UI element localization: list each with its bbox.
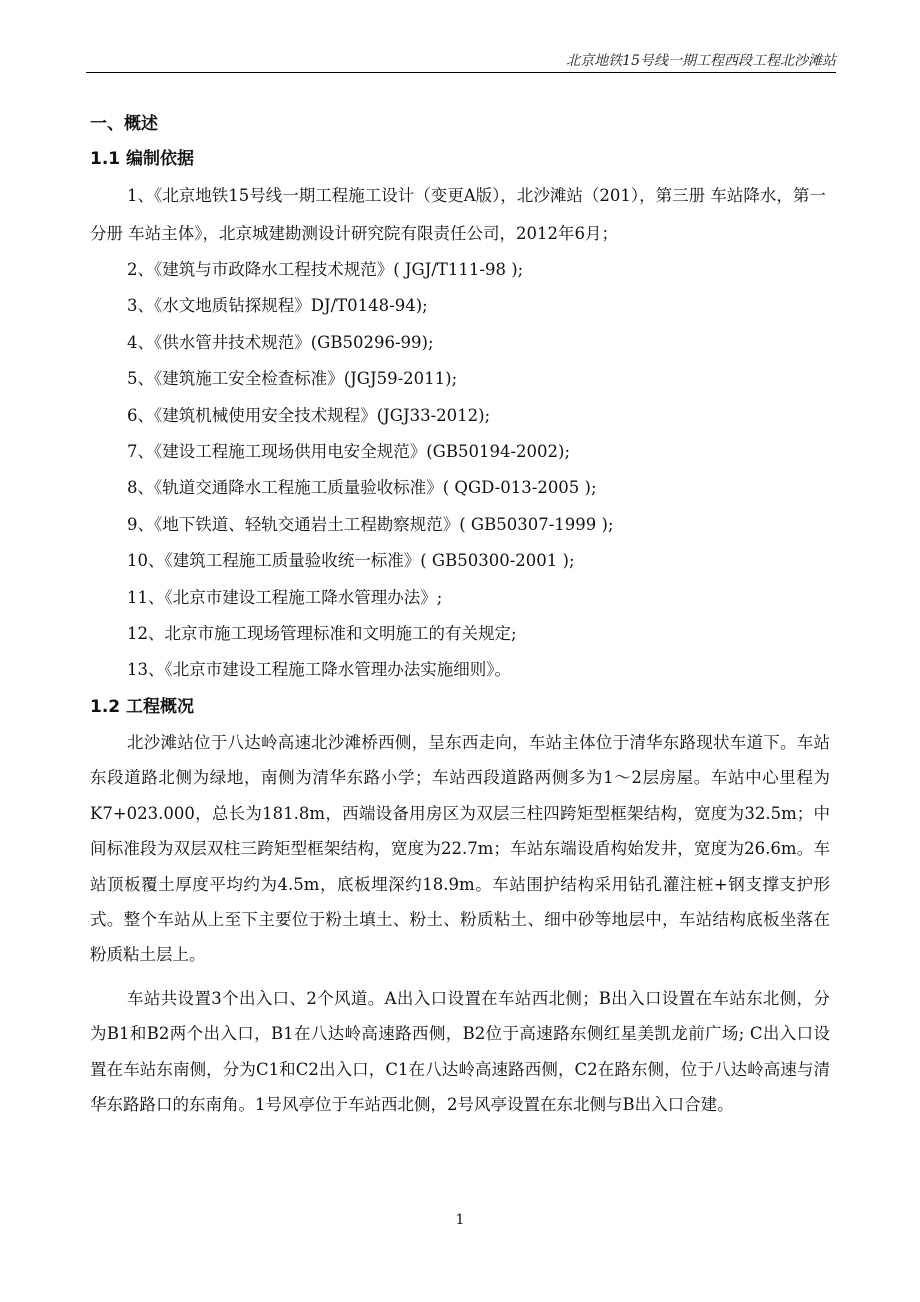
paragraph-entrances: 车站共设置3个出入口、2个风道。A出入口设置在车站西北侧；B出入口设置在车站东北侧，分为B1和B2两个出入口，B1在八达岭高速路西侧，B2位于高速路东侧红星美凯龙前广场; C出入口设置在车站东南侧，分为C1和C2出入口，C1在八达岭高速路西侧，C2在路东侧，位于八达岭高速与清华东路路口的东南角。1号风亭位于车站西北侧，2号风亭设置在东北侧与B出入口合建。 (90, 988, 830, 1114)
reference-item: 7、《建设工程施工现场供用电安全规范》(GB50194-2002); (127, 442, 571, 462)
header-rule (86, 72, 836, 73)
reference-item: 12、北京市施工现场管理标准和文明施工的有关规定; (127, 624, 517, 644)
reference-item: 6、《建筑机械使用安全技术规程》(JGJ33-2012); (127, 405, 491, 425)
reference-item: 1、《北京地铁15号线一期工程施工设计（变更A版），北沙滩站（201），第三册 车站降水，第一分册 车站主体》，北京城建勘测设计研究院有限责任公司，2012年6月； (90, 186, 826, 243)
reference-item: 13、《北京市建设工程施工降水管理办法实施细则》。 (127, 660, 511, 680)
reference-item: 3、《水文地质钻探规程》DJ/T0148-94); (127, 296, 428, 316)
reference-item: 8、《轨道交通降水工程施工质量验收标准》( QGD-013-2005 ); (127, 478, 597, 498)
page-number: 1 (455, 1212, 465, 1228)
section-heading-project-overview: 1.2 工程概况 (90, 696, 195, 717)
reference-item: 9、《地下铁道、轻轨交通岩土工程勘察规范》( GB50307-1999 ); (127, 514, 614, 534)
section-heading-basis: 1.1 编制依据 (90, 149, 195, 169)
paragraph-spacer (90, 973, 830, 981)
reference-item: 2、《建筑与市政降水工程技术规范》( JGJ/T111-98 ); (127, 260, 524, 279)
section-heading-overview: 一、概述 (90, 114, 158, 134)
page-header: 北京地铁15号线一期工程西段工程北沙滩站 (566, 53, 836, 69)
reference-item: 4、《供水管井技术规范》(GB50296-99); (127, 332, 434, 352)
document-body (90, 108, 830, 1122)
reference-item: 11、《北京市建设工程施工降水管理办法》; (127, 587, 443, 607)
paragraph-station-location: 北沙滩站位于八达岭高速北沙滩桥西侧，呈东西走向，车站主体位于清华东路现状车道下。车站东段道路北侧为绿地，南侧为清华东路小学；车站西段道路两侧多为1～2层房屋。车站中心里程为K7+023.000，总长为181.8m，西端设备用房区为双层三柱四跨矩型框架结构，宽度为32.5m；中间标准段为双层双柱三跨矩型框架结构，宽度为22.7m；车站东端设盾构始发井，宽度为26.6m。车站顶板覆土厚度平均约为4.5m，底板埋深约18.9m。车站围护结构采用钻孔灌注桩+钢支撑支护形式。整个车站从上至下主要位于粉土填土、粉土、粉质粘土、细中砂等地层中，车站结构底板坐落在粉质粘土层上。 (90, 732, 830, 965)
reference-item: 5、《建筑施工安全检查标准》(JGJ59-2011); (127, 369, 458, 389)
reference-item: 10、《建筑工程施工质量验收统一标准》( GB50300-2001 ); (127, 551, 575, 571)
